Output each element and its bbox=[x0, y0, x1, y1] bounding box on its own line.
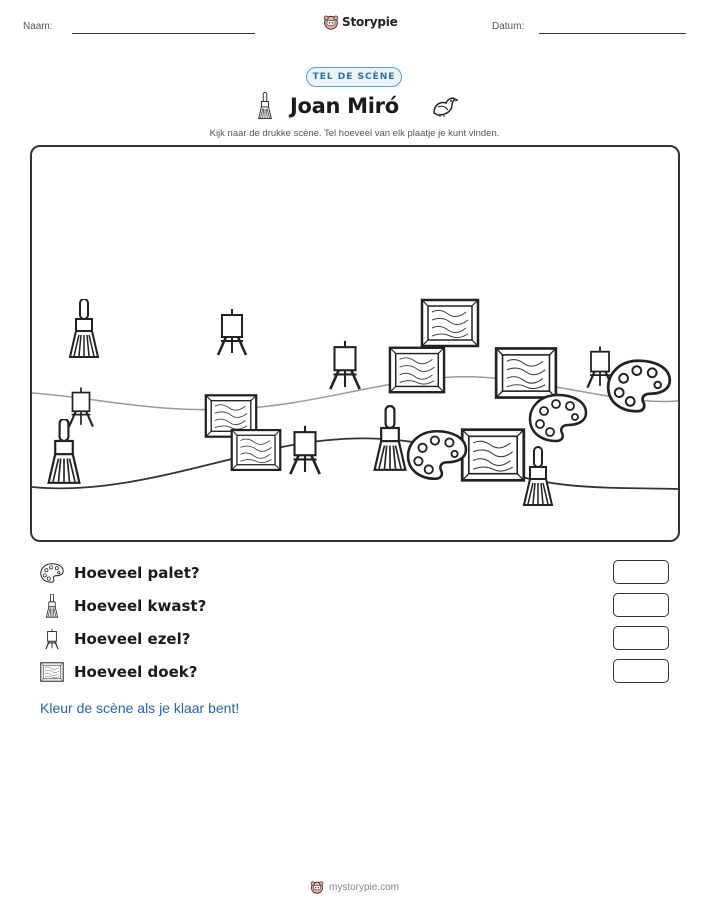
mascot-icon bbox=[323, 14, 339, 30]
brand-name: Storypie bbox=[342, 15, 398, 29]
footer bbox=[0, 880, 709, 894]
question-row bbox=[40, 626, 190, 652]
paintbrush-icon bbox=[524, 447, 552, 505]
date-label: Datum: bbox=[492, 21, 525, 32]
scene-illustration bbox=[32, 147, 678, 540]
counting-scene bbox=[30, 145, 680, 542]
palette-icon bbox=[530, 395, 586, 441]
canvas-icon bbox=[462, 430, 524, 481]
palette-icon bbox=[40, 563, 64, 583]
question-label: Hoeveel kwast? bbox=[74, 597, 207, 615]
paintbrush-icon bbox=[256, 92, 274, 120]
paintbrush-icon bbox=[70, 299, 98, 357]
paintbrush-icon bbox=[40, 594, 64, 618]
easel-icon bbox=[69, 387, 93, 426]
easel-icon bbox=[330, 341, 359, 389]
bird-icon bbox=[430, 93, 458, 117]
question-row bbox=[40, 593, 206, 619]
activity-badge: TEL DE SCÈNE bbox=[306, 67, 402, 87]
footer-url[interactable]: mystorypie.com bbox=[328, 881, 399, 893]
page-title: Joan Miró bbox=[290, 94, 399, 118]
canvas-icon bbox=[422, 300, 478, 346]
easel-icon bbox=[218, 309, 246, 355]
front-hill-line bbox=[32, 438, 678, 489]
easel-icon bbox=[40, 628, 64, 650]
canvas-icon bbox=[232, 430, 281, 470]
palette-icon bbox=[608, 361, 670, 412]
canvas-icon bbox=[496, 348, 556, 397]
date-line[interactable] bbox=[539, 33, 686, 34]
question-row bbox=[40, 659, 197, 685]
brand-logo bbox=[323, 14, 398, 30]
question-row bbox=[40, 560, 200, 586]
paintbrush-icon bbox=[49, 419, 80, 483]
question-label: Hoeveel palet? bbox=[74, 564, 200, 582]
coloring-note: Kleur de scène als je klaar bent! bbox=[40, 700, 240, 716]
canvas-icon bbox=[390, 348, 444, 392]
name-label: Naam: bbox=[23, 21, 53, 32]
answer-box-brush[interactable] bbox=[613, 593, 669, 617]
instructions: Kijk naar de drukke scène. Tel hoeveel van elk plaatje je kunt vinden. bbox=[209, 128, 500, 139]
canvas-icon bbox=[40, 662, 64, 682]
answer-box-canvas[interactable] bbox=[613, 659, 669, 683]
easel-icon bbox=[290, 426, 319, 474]
mascot-icon bbox=[310, 880, 324, 894]
name-line[interactable] bbox=[72, 33, 255, 34]
palette-icon bbox=[408, 431, 466, 479]
question-label: Hoeveel doek? bbox=[74, 663, 198, 681]
question-label: Hoeveel ezel? bbox=[74, 630, 191, 648]
answer-box-palette[interactable] bbox=[613, 560, 669, 584]
answer-box-easel[interactable] bbox=[613, 626, 669, 650]
